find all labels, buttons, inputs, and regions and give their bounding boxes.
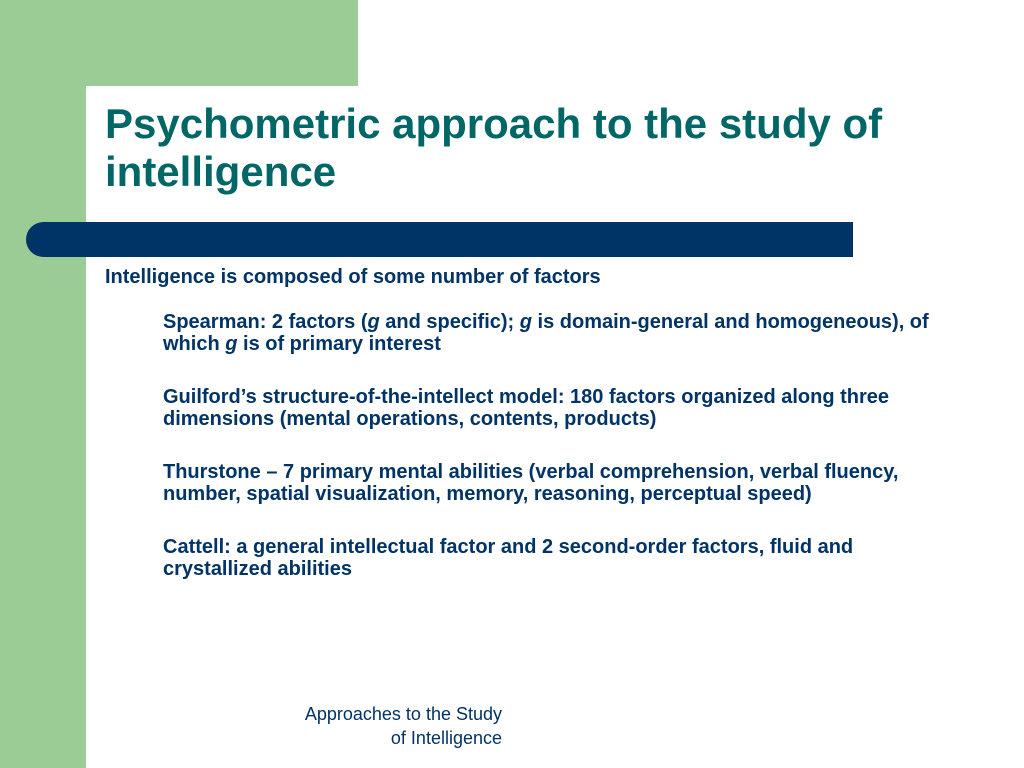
bullet-cattell: Cattell: a general intellectual factor and 2 second-order factors, fluid and crystallized abilities [163, 536, 854, 580]
title-divider-bar [26, 222, 853, 257]
spearman-text-3: is domain-general and homogeneous), of which [163, 311, 929, 355]
bullet-main: Intelligence is composed of some number of factors [105, 266, 601, 288]
spearman-text-2: and specific); [379, 311, 520, 333]
spearman-g-2: g [519, 311, 532, 333]
green-side-band [0, 0, 86, 768]
slide-title: Psychometric approach to the study of intelligence [105, 100, 883, 195]
slide-body [105, 266, 965, 611]
spearman-text-4: is of primary interest [237, 333, 441, 355]
footer-line-1: Approaches to the Study [304, 704, 502, 724]
footer-line-2: of Intelligence [390, 728, 502, 748]
spearman-g-3: g [225, 333, 238, 355]
bullet-thurstone: Thurstone – 7 primary mental abilities (verbal comprehension, verbal fluency, number, spatial visualization, memory, reasoning, perceptual speed) [163, 461, 899, 505]
bullet-guilford: Guilford’s structure-of-the-intellect model: 180 factors organized along three dimensions (mental operations, contents, products) [163, 386, 890, 430]
spearman-g-1: g [367, 311, 380, 333]
slide-footer [250, 702, 502, 750]
spearman-text-1: Spearman: 2 factors ( [163, 311, 368, 333]
bullet-spearman [163, 311, 965, 355]
